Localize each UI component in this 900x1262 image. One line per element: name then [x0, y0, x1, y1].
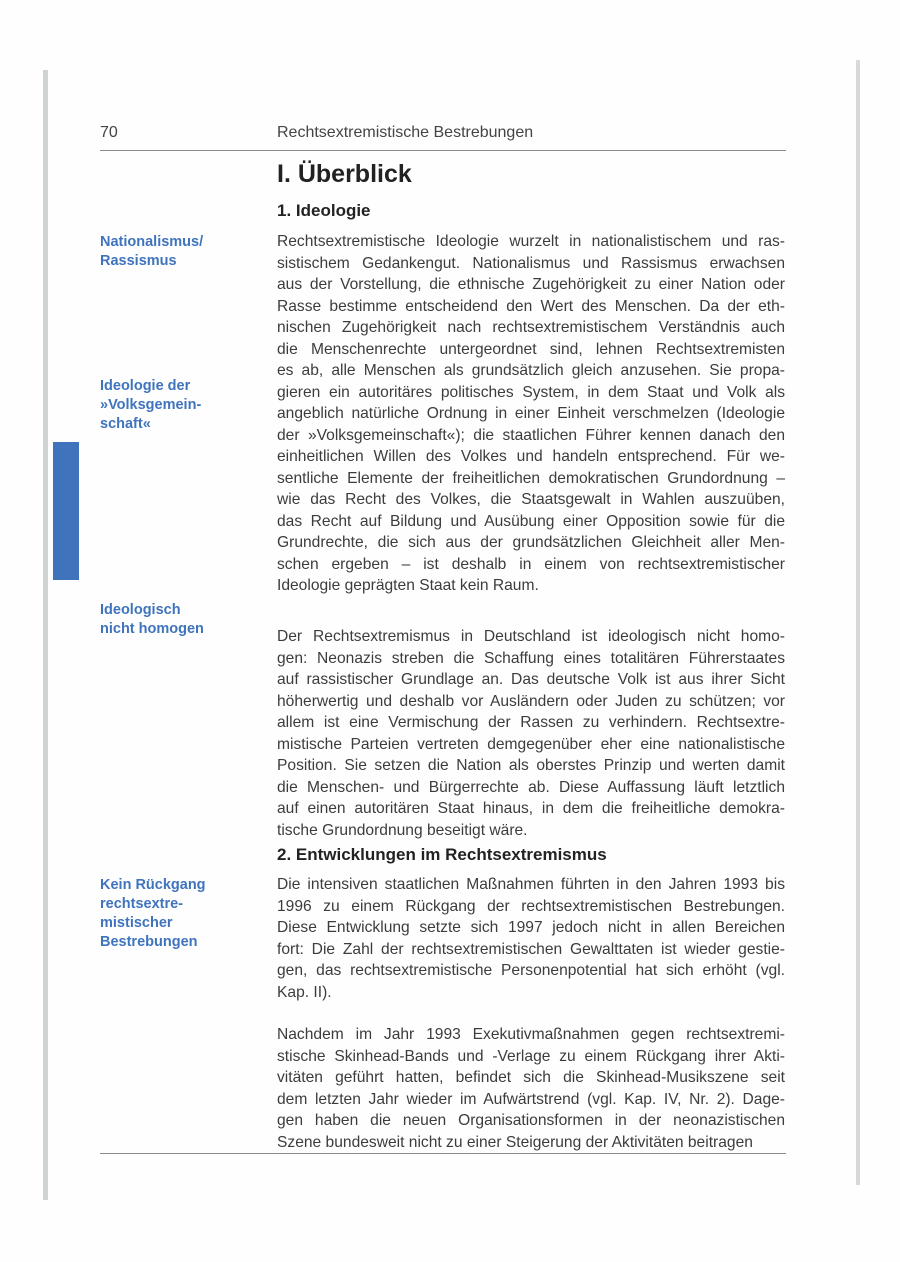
scan-edge-right — [856, 60, 860, 1185]
margin-note — [100, 601, 204, 639]
paragraph — [277, 626, 785, 841]
text-line: tische Grundordnung beseitigt wäre. — [277, 821, 528, 839]
text-line: sistischem Gedankengut. Nationalismus und Rassismus erwachsen — [277, 254, 785, 272]
text-line: schen ergeben – ist deshalb in einem von rechtsextremistischer — [277, 555, 785, 573]
margin-note-line: Rassismus — [100, 253, 177, 269]
margin-note-line: rechtsextre- — [100, 896, 184, 912]
text-line: die Menschenrechte untergeordnet sind, lehnen Rechtsextremisten — [277, 340, 785, 358]
text-line: das Recht auf Bildung und Ausübung einer Opposition sowie für die — [277, 512, 785, 530]
text-line: allem ist eine Vermischung der Rassen zu verhindern. Rechtsextre- — [277, 714, 785, 731]
text-line: Position. Sie setzen die Nation als oberstes Prinzip und werten damit — [277, 757, 785, 774]
chapter-marker-bar — [53, 442, 79, 580]
text-line: wie das Recht des Volkes, die Staatsgewalt in Wahlen auszuüben, — [277, 491, 785, 508]
text-line: vitäten geführt hatten, befindet sich die Skinhead-Musikszene seit — [277, 1069, 785, 1086]
text-line: es ab, alle Menschen als grundsätzlich gleich anzusehen. Sie propa- — [277, 362, 785, 379]
paragraph — [277, 874, 785, 1003]
text-line: Diese Entwicklung setzte sich 1997 jedoch nicht in allen Bereichen — [277, 919, 785, 936]
text-line: auf einen autoritären Staat hinaus, in dem die freiheitliche demokra- — [277, 800, 785, 817]
page-title: I. Überblick — [277, 160, 412, 188]
running-title: Rechtsextremistische Bestrebungen — [277, 124, 534, 141]
margin-note-line: nicht homogen — [100, 621, 204, 637]
text-line: Die intensiven staatlichen Maßnahmen führten in den Jahren 1993 bis — [277, 876, 785, 893]
section-heading-entwicklungen: 2. Entwicklungen im Rechtsextremismus — [277, 845, 607, 864]
text-line: Szene bundesweit nicht zu einer Steigerung der Aktivitäten beitragen — [277, 1133, 753, 1151]
margin-note-line: Ideologisch — [100, 602, 181, 618]
scan-edge-left — [43, 70, 48, 1200]
section-heading-ideologie: 1. Ideologie — [277, 201, 371, 220]
text-line: höherwertig und deshalb vor Ausländern oder Juden zu schützen; vor — [277, 692, 785, 710]
text-line: Nachdem im Jahr 1993 Exekutivmaßnahmen gegen rechtsextremi- — [277, 1026, 785, 1043]
margin-note — [100, 233, 203, 271]
margin-note — [100, 377, 201, 434]
text-line: mistische Parteien vertreten demgegenüber eher eine nationalistische — [277, 735, 785, 753]
margin-note-line: schaft« — [100, 416, 151, 432]
text-line: Grundrechte, die sich aus der grundsätzlichen Gleichheit aller Men- — [277, 534, 785, 551]
text-line: stische Skinhead-Bands und -Verlage zu einem Rückgang ihrer Akti- — [277, 1047, 785, 1065]
text-line: die Menschen- und Bürgerrechte ab. Diese Auffassung läuft letztlich — [277, 778, 785, 796]
margin-note-line: Ideologie der — [100, 378, 191, 394]
text-line: 1996 zu einem Rückgang der rechtsextremistischen Bestrebungen. — [277, 897, 785, 915]
margin-note-line: »Volksgemein- — [100, 397, 202, 413]
page-number: 70 — [100, 124, 118, 141]
text-line: gen: Neonazis streben die Schaffung eines totalitären Führerstaates — [277, 649, 785, 667]
text-line: nischen Zugehörigkeit nach rechtsextremistischem Verständnis auch — [277, 319, 785, 336]
text-line: Rechtsextremistische Ideologie wurzelt in nationalistischem und ras- — [277, 233, 785, 250]
text-line: Rasse bestimme entscheidend den Wert des Menschen. Da der eth- — [277, 297, 785, 315]
margin-note-line: Nationalismus/ — [100, 234, 204, 250]
header-rule — [100, 150, 786, 151]
paragraph — [277, 1024, 785, 1153]
text-line: dem letzten Jahr wieder im Aufwärtstrend (vgl. Kap. IV, Nr. 2). Dage- — [277, 1090, 785, 1108]
text-line: auf rassistischer Grundlage an. Das deutsche Volk ist aus ihrer Sicht — [277, 671, 785, 688]
text-line: fort: Die Zahl der rechtsextremistischen Gewalttaten ist wieder gestie- — [277, 940, 785, 958]
paragraph — [277, 231, 785, 597]
text-line: aus der Vorstellung, die ethnische Zugehörigkeit zu einer Nation oder — [277, 276, 785, 293]
text-line: gieren ein autoritäres politisches System, in dem Staat und Volk als — [277, 383, 785, 401]
margin-note-line: Bestrebungen — [100, 934, 198, 950]
text-line: gen haben die neuen Organisationsformen in der neonazistischen — [277, 1112, 785, 1129]
text-line: Der Rechtsextremismus in Deutschland ist ideologisch nicht homo- — [277, 628, 785, 645]
footer-rule — [100, 1153, 786, 1154]
text-line: angeblich natürliche Ordnung in einer Einheit verschmelzen (Ideologie — [277, 405, 785, 422]
text-line: sentliche Elemente der freiheitlichen demokratischen Grundordnung – — [277, 469, 785, 487]
text-line: gen, das rechtsextremistische Personenpotential hat sich erhöht (vgl. — [277, 962, 785, 979]
text-line: der »Volksgemeinschaft«); die staatlichen Führer kennen danach den — [277, 426, 785, 444]
margin-note-line: mistischer — [100, 915, 173, 931]
text-line: Ideologie geprägten Staat kein Raum. — [277, 577, 539, 594]
text-line: Kap. II). — [277, 983, 332, 1001]
text-line: einheitlichen Willen des Volkes und handeln entsprechend. Für we- — [277, 448, 785, 465]
margin-note-line: Kein Rückgang — [100, 877, 206, 893]
margin-note — [100, 876, 206, 952]
